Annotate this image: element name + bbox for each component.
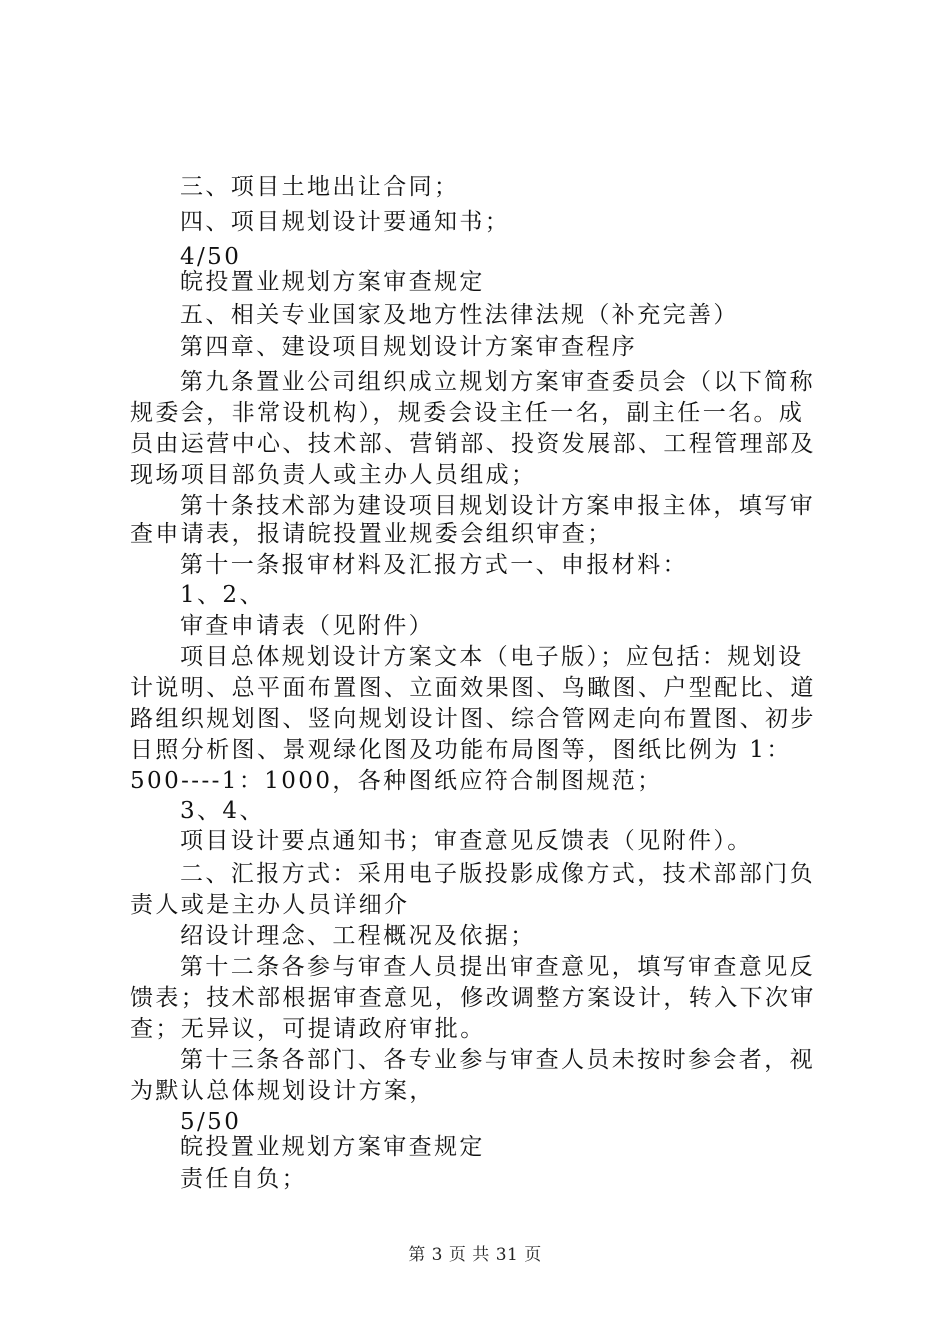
text-line: 责任自负； [180,1166,307,1192]
text-line: 查；无异议，可提请政府审批。 [130,1016,486,1042]
text-line: 1、2、 [180,582,265,608]
chapter-heading: 第四章、建设项目规划设计方案审查程序 [180,334,638,360]
text-line: 馈表；技术部根据审查意见，修改调整方案设计，转入下次审 [130,985,816,1011]
running-header: 皖投置业规划方案审查规定 [180,1134,485,1160]
text-line: 第十一条报审材料及汇报方式一、申报材料： [180,552,688,578]
text-line: 五、相关专业国家及地方性法律法规（补充完善） [180,302,739,328]
text-line: 日照分析图、景观绿化图及功能布局图等，图纸比例为 1： [130,737,792,763]
text-line: 责人或是主办人员详细介 [130,892,410,918]
text-line: 绍设计理念、工程概况及依据； [180,923,536,949]
text-line: 路组织规划图、竖向规划设计图、综合管网走向布置图、初步 [130,706,816,732]
text-line: 3、4、 [180,798,265,824]
text-line: 规委会，非常设机构），规委会设主任一名，副主任一名。成 [130,400,805,426]
text-line: 第十三条各部门、各专业参与审查人员未按时参会者，视 [180,1047,815,1073]
text-line: 第十二条各参与审查人员提出审查意见，填写审查意见反 [180,954,815,980]
text-line: 第九条置业公司组织成立规划方案审查委员会（以下简称 [180,369,815,395]
text-line: 四、项目规划设计要通知书； [180,209,511,235]
text-line: 现场项目部负责人或主办人员组成； [130,462,537,488]
text-line: 为默认总体规划设计方案， [130,1078,435,1104]
text-line: 审查申请表（见附件） [180,613,434,639]
text-line: 二、汇报方式：采用电子版投影成像方式，技术部部门负 [180,861,815,887]
text-line: 计说明、总平面布置图、立面效果图、鸟瞰图、户型配比、道 [130,675,816,701]
text-line: 员由运营中心、技术部、营销部、投资发展部、工程管理部及 [130,431,816,457]
text-line: 项目设计要点通知书；审查意见反馈表（见附件）。 [180,828,753,854]
text-line: 500----1：1000，各种图纸应符合制图规范； [130,768,663,794]
text-line: 查申请表，报请皖投置业规委会组织审查； [130,521,613,547]
text-line: 三、项目土地出让合同； [180,174,460,200]
page-marker: 5/50 [180,1109,242,1135]
page-footer: 第 3 页 共 31 页 [408,1245,542,1265]
text-line: 第十条技术部为建设项目规划设计方案申报主体，填写审 [180,493,815,519]
text-line: 项目总体规划设计方案文本（电子版）；应包括：规划设 [180,644,804,670]
page-marker: 4/50 [180,244,242,270]
running-header: 皖投置业规划方案审查规定 [180,269,485,295]
